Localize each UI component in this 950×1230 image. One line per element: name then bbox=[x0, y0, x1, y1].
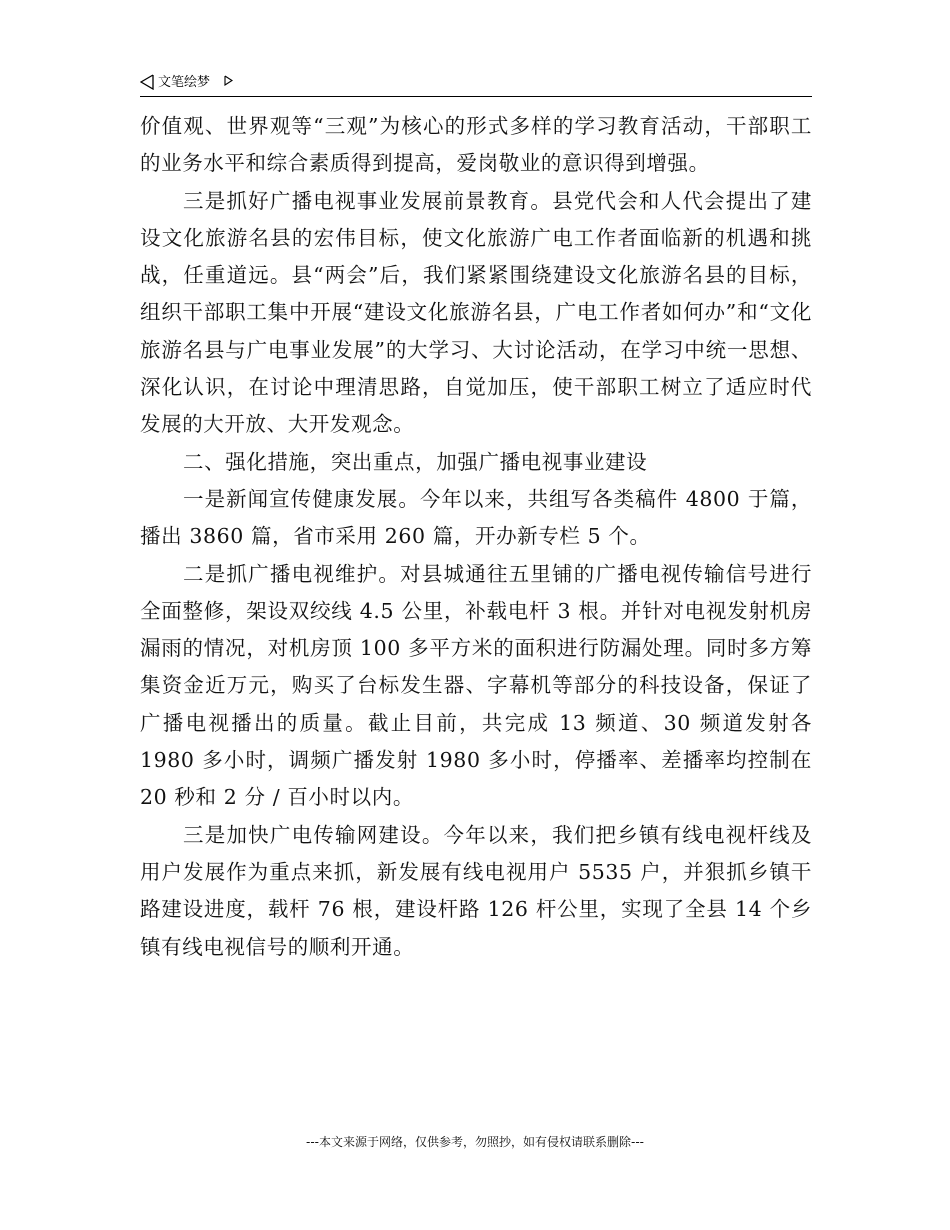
section-heading: 二、强化措施，突出重点，加强广播电视事业建设 bbox=[183, 449, 648, 474]
document-body bbox=[140, 108, 812, 966]
triangle-right-icon bbox=[224, 75, 233, 86]
paragraph-maintenance: 二是抓广播电视维护。对县城通往五里铺的广播电视传输信号进行全面整修，架设双绞线 4.5 公里，补载电杆 3 根。并针对电视发射机房漏雨的情况，对机房顶 100 多平方米的面积进行防漏处理。同时多方筹集资金近万元，购买了台标发生器、字幕机等部分的科技设备，保证了广播电视播出的质量。截止目前，共完成 13 频道、30 频道发射各 1980 多小时，调频广播发射 1980 多小时，停播率、差播率均控制在 20 秒和 2 分 / 百小时以内。 bbox=[140, 561, 812, 810]
page-footer: ---本文来源于网络，仅供参考，勿照抄，如有侵权请联系删除--- bbox=[306, 1135, 644, 1149]
paragraph-network: 三是加快广电传输网建设。今年以来，我们把乡镇有线电视杆线及用户发展作为重点来抓，新发展有线电视用户 5535 户，并狠抓乡镇干路建设进度，载杆 76 根，建设杆路 126 杆公里，实现了全县 14 个乡镇有线电视信号的顺利开通。 bbox=[140, 822, 812, 959]
triangle-left-icon bbox=[140, 74, 154, 90]
header-brand: 文笔绘梦 bbox=[158, 75, 211, 90]
paragraph-1: 价值观、世界观等“三观”为核心的形式多样的学习教育活动，干部职工的业务水平和综合素质得到提高，爱岗敬业的意识得到增强。 bbox=[140, 114, 812, 176]
paragraph-news: 一是新闻宣传健康发展。今年以来，共组写各类稿件 4800 于篇，播出 3860 篇，省市采用 260 篇，开办新专栏 5 个。 bbox=[140, 486, 812, 549]
page-header bbox=[140, 72, 812, 97]
paragraph-2: 三是抓好广播电视事业发展前景教育。县党代会和人代会提出了建设文化旅游名县的宏伟目标，使文化旅游广电工作者面临新的机遇和挑战，任重道远。县“两会”后，我们紧紧围绕建设文化旅游名县的目标，组织干部职工集中开展“建设文化旅游名县，广电工作者如何办”和“文化旅游名县与广电事业发展”的大学习、大讨论活动，在学习中统一思想、深化认识，在讨论中理清思路，自觉加压，使干部职工树立了适应时代发展的大开放、大开发观念。 bbox=[140, 188, 812, 437]
